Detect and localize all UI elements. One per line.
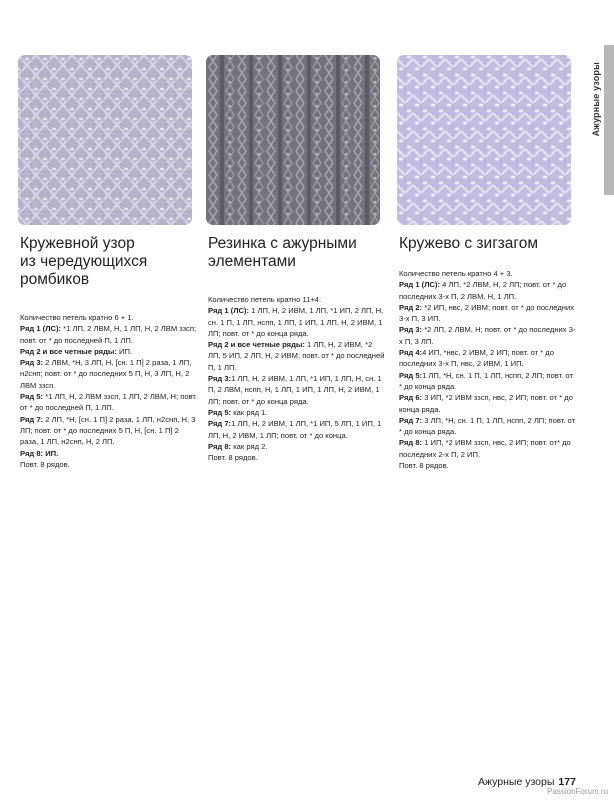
row-instruction: Ряд 1 (ЛС): 4 ЛП, *2 ЛВМ, Н, 2 ЛП; повт. от * до последних 3-х П, 2 ЛВМ, Н, 1 ЛП. [399, 280, 567, 301]
row-instruction: Ряд 5: *1 ЛП, Н, 2 ЛВМ ззсп, 1 ЛП, 2 ЛВМ, Н; повт. от * до последней П, 1 ЛП. [20, 392, 198, 413]
pattern-title: Кружевной узор из чередующихся ромбиков [20, 235, 148, 288]
pattern-instructions [208, 294, 386, 463]
repeat-note: Повт. 8 рядов. [20, 459, 70, 469]
row-instruction: Ряд 4:4 ИП, *нвс, 2 ИВМ, 2 ИП; повт. от * до последних 3-х П, нвс, 2 ИВМ, 1 ИП. [399, 348, 554, 369]
row-instruction: Ряд 8: 1 ИП, *2 ИВМ ззсп, нвс, 2 ИП; повт. от* до последних 2-х П, 2 ИП. [399, 438, 571, 459]
row-instruction: Ряд 1 (ЛС): *1 ЛП, 2 ЛВМ, Н, 1 ЛП, Н, 2 ЛВМ ззсп; повт. от * до последней П, 1 ЛП. [20, 324, 197, 345]
row-instruction: Ряд 2: *2 ИП, нвс, 2 ИВМ; повт. от * до последних 3-х П, 3 ИП. [399, 302, 574, 324]
row-instruction: Ряд 6: 3 ИП, *2 ИВМ ззсп, нвс, 2 ИП; повт. от * до конца ряда. [399, 393, 573, 414]
row-instruction: Ряд 8: ИП. [20, 448, 59, 458]
page-number: 177 [558, 776, 576, 788]
swatch-texture-2 [206, 55, 380, 225]
row-instruction: Ряд 5:1 ЛП, *Н, сн. 1 П, 1 ЛП, нспп, 2 ЛП; повт. от * до конца ряда. [399, 370, 573, 391]
pattern-column-3 [399, 235, 577, 471]
stitch-count: Количество петель кратно 11+4. [208, 295, 322, 304]
pattern-column-1 [20, 235, 198, 470]
row-instruction: Ряд 5: как ряд 1. [208, 407, 268, 417]
row-instruction: Ряд 3:1 ЛП, Н, 2 ИВМ, 1 ЛП, *1 ИП, 1 ЛП, Н, сн. 1 П, 2 ЛВМ, нспп, Н, 1 ЛП, 1 ИП, 1 ЛП, Н, 2 ИВМ, 1 ЛП; повт. от * до конца ряда. [208, 374, 382, 406]
pattern-title: Резинка с ажурными элементами [208, 235, 357, 270]
row-instruction: Ряд 3: *2 ЛП, 2 ЛВМ, Н; повт. от * до последних 3-х П, 3 ЛП. [399, 325, 576, 346]
swatch-texture-1 [18, 55, 192, 225]
swatch-photo-ribbing-lace [206, 55, 380, 225]
stitch-count: Количество петель кратно 4 + 3. [399, 269, 513, 278]
pattern-instructions [399, 268, 577, 471]
swatch-texture-3 [397, 55, 571, 225]
section-tab-marker [604, 45, 614, 195]
row-instruction: Ряд 8: как ряд 2. [208, 441, 268, 451]
row-instruction: Ряд 1 (ЛС): 1 ЛП, Н, 2 ИВМ, 1 ЛП, *1 ИП, 2 ЛП, Н, сн. 1 П, 1 ЛП, нспп, 1 ЛП, 1 ИП, 1 ЛП, Н, 2 ИВМ, 1 ЛП; повт. от * до конца ряда. [208, 306, 384, 338]
repeat-note: Повт. 8 рядов. [208, 453, 258, 463]
pattern-title: Кружево с зигзагом [399, 235, 538, 252]
footer-section-name: Ажурные узоры [478, 776, 555, 788]
row-instruction: Ряд 7: 3 ЛП, *Н, сн. 1 П, 1 ЛП, нспп, 2 ЛП; повт. от * до конца ряда. [399, 415, 576, 437]
row-instruction: Ряд 7:1 ЛП, Н, 2 ИВМ, 1 ЛП, *1 ИП, 5 ЛП, 1 ИП, 1 ЛП, Н, 2 ИВМ, 1 ЛП; повт. от * до конца. [208, 419, 382, 440]
stitch-count: Количество петель кратно 6 + 1. [20, 313, 134, 322]
row-instruction: Ряд 2 и все четные ряды: 1 ЛП, Н, 2 ИВМ, *2 ЛП, 5 ИП, 2 ЛП, Н, 2 ИВМ; повт. от * до последней П, 1 ЛП. [208, 340, 385, 372]
row-instruction: Ряд 7: 2 ЛП, *Н, [сн. 1 П] 2 раза, 1 ЛП, н2снп, Н, 3 ЛП; повт. от * до последних 5 П, Н, [сн. 1 П] 2 раза, 1 ЛП, н2снп, Н, 2 ЛП. [20, 414, 196, 447]
pattern-instructions [20, 312, 198, 470]
swatch-photo-diamond-lace [18, 55, 192, 225]
section-tab-label: Ажурные узоры [591, 62, 601, 137]
swatch-photo-zigzag-lace [397, 55, 571, 225]
pattern-column-2 [208, 235, 386, 463]
repeat-note: Повт. 8 рядов. [399, 461, 449, 471]
watermark: PassionForum.ru [547, 787, 608, 796]
row-instruction: Ряд 2 и все четные ряды: ИП. [20, 346, 133, 356]
row-instruction: Ряд 3: 2 ЛВМ, *Н, 3 ЛП, Н, [сн. 1 П] 2 раза, 1 ЛП, н2снп; повт. от * до последних 5 П, Н, 3 ЛП, Н, 2 ЛВМ ззсп. [20, 358, 192, 390]
